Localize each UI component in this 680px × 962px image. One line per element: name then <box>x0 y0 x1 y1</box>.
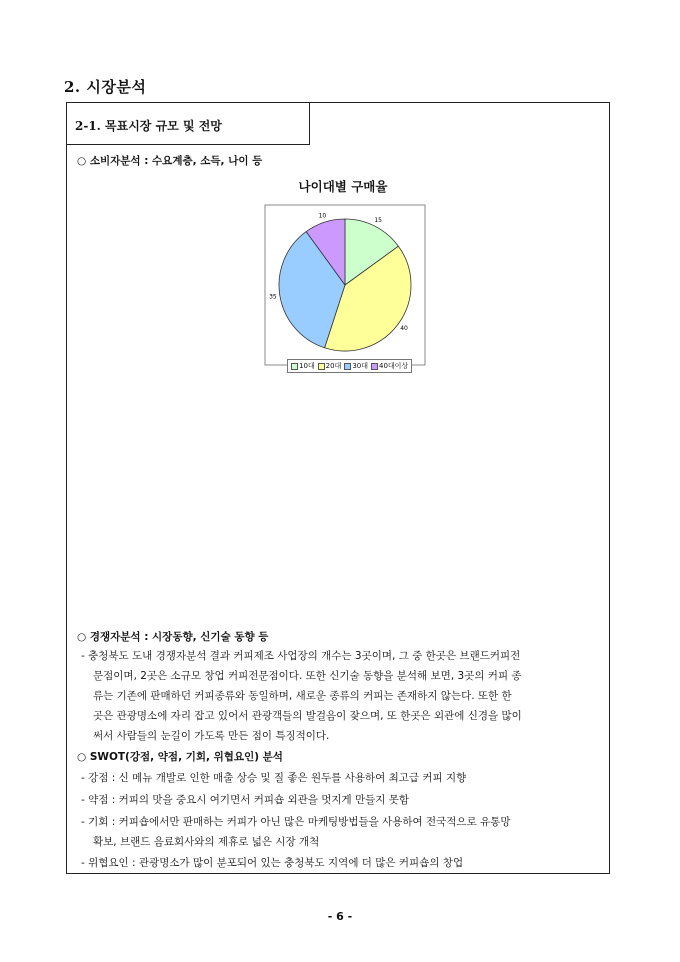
legend-label: 20대 <box>325 362 342 370</box>
competitor-line-1: - 충청북도 도내 경쟁자분석 결과 커피제조 사업장의 개수는 3곳이며, 그 중 한곳은 브랜드커피전 <box>81 650 521 662</box>
pie-data-label: 35 <box>269 293 277 301</box>
chart-legend <box>287 359 412 373</box>
legend-label: 40대이상 <box>379 362 409 370</box>
legend-label: 30대 <box>352 362 369 370</box>
age-purchase-chart <box>253 177 433 377</box>
swot-strength: - 강점 : 신 메뉴 개발로 인한 매출 상승 및 질 좋은 원두를 사용하여 최고급 커피 지향 <box>81 772 467 784</box>
competitor-analysis-heading: ○ 경쟁자분석 : 시장동향, 신기술 동향 등 <box>77 631 269 643</box>
content-box <box>66 102 610 874</box>
page-number: - 6 - <box>327 910 353 923</box>
legend-item <box>344 361 368 371</box>
swot-threat: - 위협요인 : 관광명소가 많이 분포되어 있는 충청북도 지역에 더 많은 커피숍의 창업 <box>81 857 464 869</box>
swot-opportunity: - 기회 : 커피숍에서만 판매하는 커피가 아닌 많은 마케팅방법들을 사용하여 전국적으로 유통망 <box>81 816 511 828</box>
legend-item <box>291 361 315 371</box>
legend-item <box>371 361 408 371</box>
pie-data-label: 15 <box>374 216 382 224</box>
legend-swatch <box>371 363 378 370</box>
swot-opportunity-cont: 확보, 브랜드 음료회사와의 제휴로 넓은 시장 개척 <box>93 836 320 848</box>
swot-weakness: - 약점 : 커피의 맛을 중요시 여기면서 커피숍 외관을 멋지게 만들지 못함 <box>81 794 410 806</box>
legend-item <box>318 361 342 371</box>
pie-chart-svg <box>253 197 433 377</box>
consumer-analysis-heading: ○ 소비자분석 : 수요계층, 소득, 나이 등 <box>77 155 263 167</box>
chart-title: 나이대별 구매율 <box>298 179 388 194</box>
pie-data-label: 10 <box>318 212 327 220</box>
legend-swatch <box>291 363 298 370</box>
pie-data-label: 40 <box>400 324 408 332</box>
section-title: 2. 시장분석 <box>64 78 147 96</box>
legend-label: 10대 <box>299 362 315 370</box>
competitor-line-5: 써서 사람들의 눈길이 가도록 만든 점이 특징적이다. <box>93 730 330 742</box>
swot-heading: ○ SWOT(강점, 약점, 기회, 위협요인) 분석 <box>77 751 283 763</box>
legend-swatch <box>344 363 351 370</box>
legend-swatch <box>318 363 325 370</box>
subsection-title: 2-1. 목표시장 규모 및 전망 <box>67 103 310 145</box>
competitor-line-3: 류는 기존에 판매하던 커피종류와 동일하며, 새로운 종류의 커피는 존재하지 않는다. 또한 한 <box>93 690 512 702</box>
competitor-line-4: 곳은 관광명소에 자리 잡고 있어서 관광객들의 발걸음이 잦으며, 또 한곳은 외관에 신경을 많이 <box>93 710 522 722</box>
competitor-line-2: 문점이며, 2곳은 소규모 창업 커피전문점이다. 또한 신기술 동향을 분석해 보면, 3곳의 커피 종 <box>93 670 522 682</box>
